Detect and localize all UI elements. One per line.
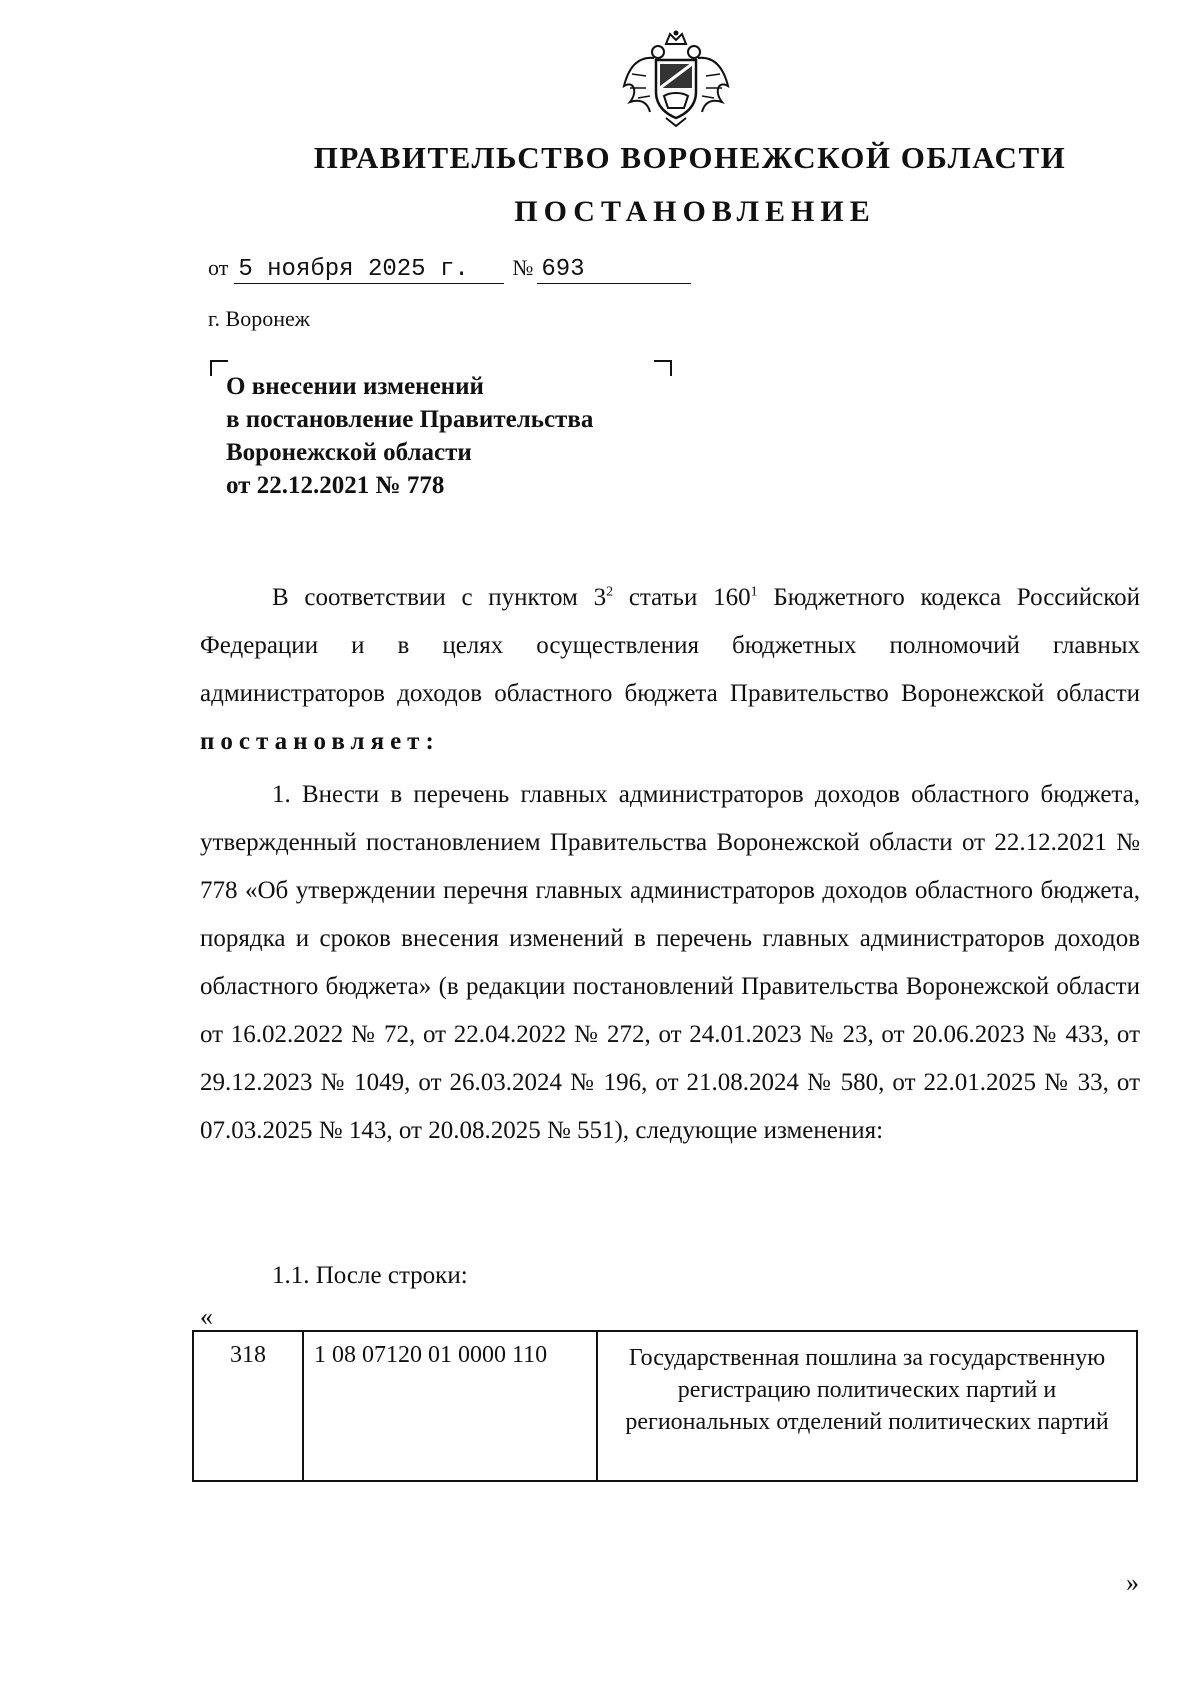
bracket-corner-right: [654, 360, 672, 376]
preamble-text: В соответствии с пунктом 3: [272, 584, 607, 611]
decree-subject: [226, 370, 593, 502]
budget-code-cell: 1 08 07120 01 0000 110: [303, 1331, 597, 1481]
subject-line: от 22.12.2021 № 778: [226, 472, 445, 499]
preamble-text: Бюджетного кодекса Российской Федерации и в целях осуществления бюджетных полномочий главных администраторов доходов областного бюджета Правительство Воронежской области: [200, 584, 1141, 707]
coat-of-arms-icon: [620, 30, 732, 128]
government-title: ПРАВИТЕЛЬСТВО ВОРОНЕЖСКОЙ ОБЛАСТИ: [313, 140, 1067, 175]
item-1-paragraph: 1. Внести в перечень главных администраторов доходов областного бюджета, утвержденный постановлением Правительства Воронежской области от 22.12.2021 № 778 «Об утверждении перечня главных администраторов доходов областного бюджета, порядка и сроков внесения изменений в перечень главных администраторов доходов областного бюджета» (в редакции постановлений Правительства Воронежской области от 16.02.2022 № 72, от 22.04.2022 № 272, от 24.01.2023 № 23, от 20.06.2023 № 433, от 29.12.2023 № 1049, от 26.03.2024 № 196, от 21.08.2024 № 580, от 22.01.2025 № 33, от 07.03.2025 № 143, от 20.08.2025 № 551), следующие изменения:: [200, 781, 1140, 1144]
quote-close: »: [1126, 1568, 1139, 1597]
income-row-table: [192, 1330, 1138, 1482]
preamble-paragraph: [200, 574, 1140, 766]
subject-line: Воронежской области: [226, 439, 472, 466]
description-cell: Государственная пошлина за государственную регистрацию политических партий и региональных отделений политических партий: [597, 1331, 1137, 1481]
superscript: 1: [750, 584, 758, 600]
table-row: [193, 1331, 1137, 1481]
decree-date: 5 ноября 2025 г.: [234, 259, 504, 284]
resolves-keyword: постановляет:: [200, 728, 440, 755]
document-type: ПОСТАНОВЛЕНИЕ: [514, 195, 876, 228]
decree-number: 693: [537, 259, 691, 284]
date-number-line: [208, 255, 691, 284]
item-1-1-heading: 1.1. После строки:: [272, 1262, 468, 1289]
from-label: от: [208, 255, 229, 280]
quote-open: «: [200, 1302, 213, 1331]
subject-line: в постановление Правительства: [226, 406, 594, 433]
number-label: №: [512, 255, 534, 280]
admin-code-cell: 318: [193, 1331, 303, 1481]
preamble-text: статьи 160: [613, 584, 751, 611]
city: г. Воронеж: [208, 306, 310, 331]
subject-line: О внесении изменений: [226, 373, 484, 400]
superscript: 2: [606, 584, 614, 600]
